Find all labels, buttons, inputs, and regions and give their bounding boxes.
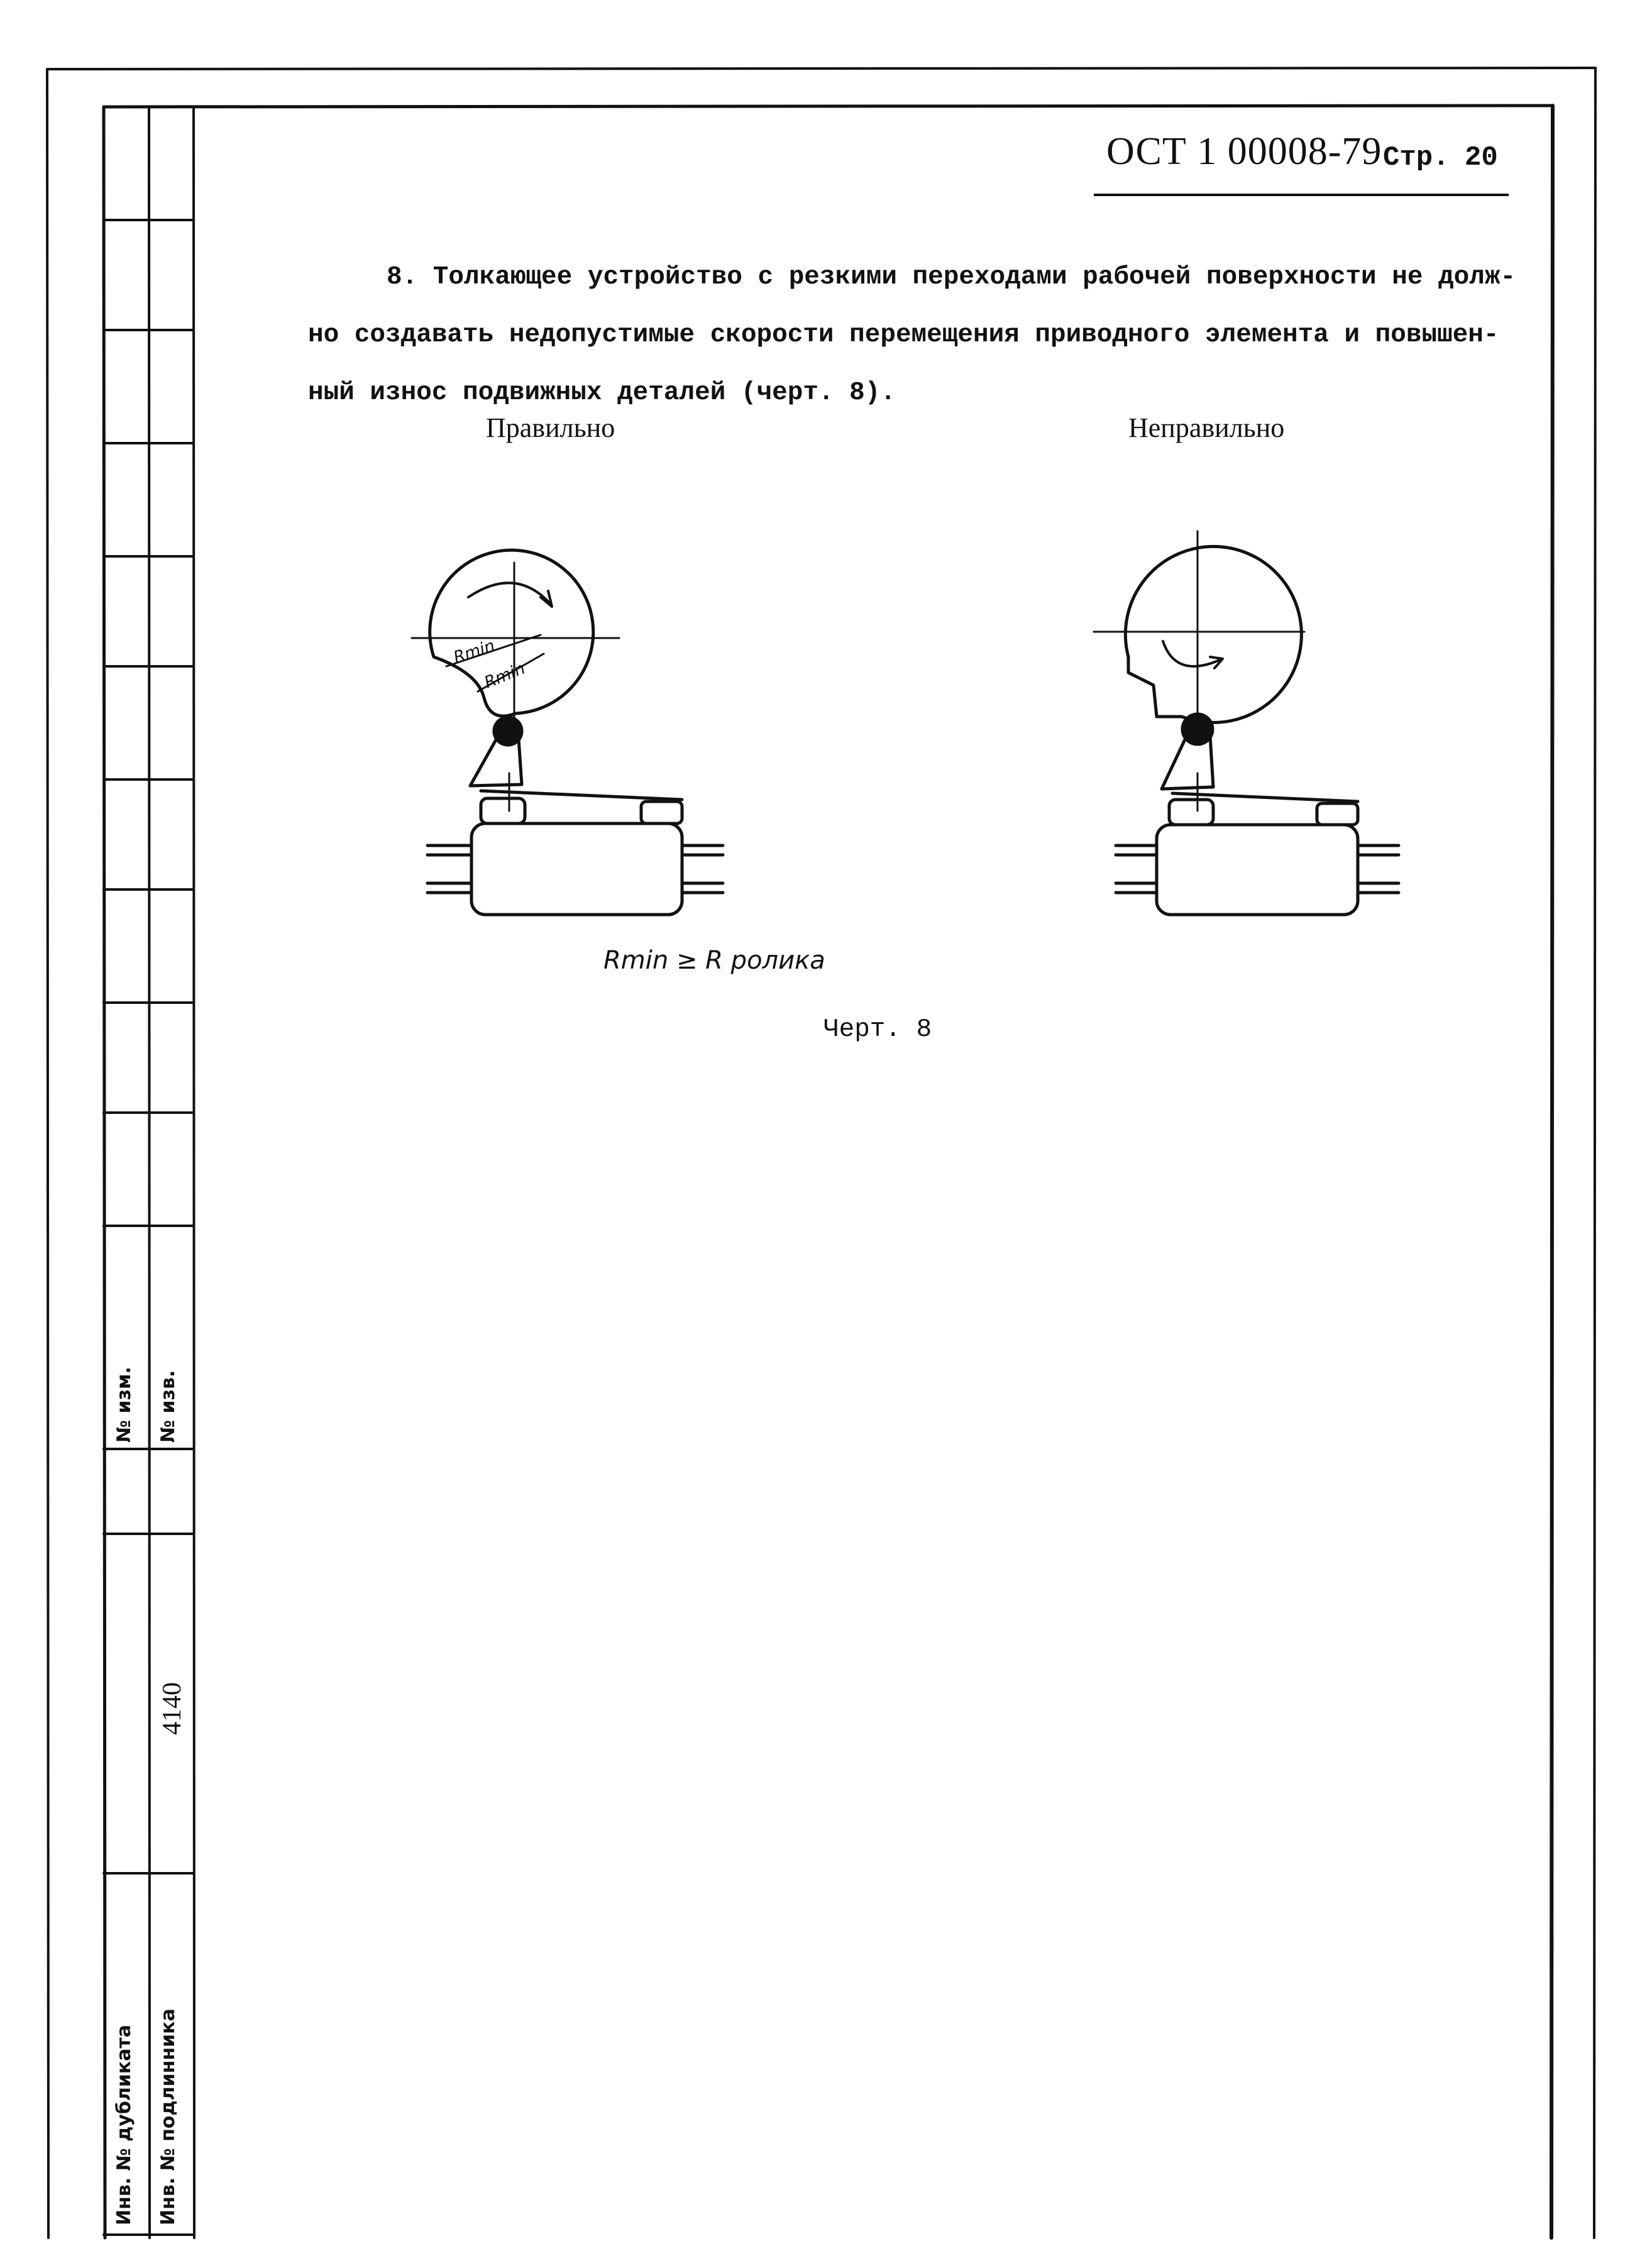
cam-wrong	[1125, 546, 1301, 722]
paragraph-8	[308, 248, 1516, 422]
inner-frame-top	[104, 106, 1553, 107]
sidebar-izm-label: № изм.	[113, 1367, 135, 1443]
sidebar-original-label: Инв. № подлинника	[157, 2008, 179, 2225]
label-correct: Правильно	[486, 412, 615, 443]
paragraph-line: ный износ подвижных деталей (черт. 8).	[308, 378, 896, 407]
cam-correct	[430, 550, 593, 716]
inner-frame-right	[1551, 106, 1553, 2238]
figure-correct	[412, 550, 723, 915]
rmin-labels	[451, 636, 528, 692]
switch-body-wrong	[1157, 825, 1358, 915]
page-number: 20	[1465, 142, 1498, 173]
sidebar-duplicate-label: Инв. № дубликата	[113, 2024, 135, 2225]
sidebar-izv-label: № изв.	[157, 1370, 179, 1443]
inner-frame-left	[104, 107, 105, 2238]
figure-wrong	[1094, 531, 1399, 915]
paragraph-line: 8. Толкающее устройство с резкими переходами рабочей поверхности не долж-	[387, 263, 1516, 292]
rmin-label-2: Rmin	[482, 659, 528, 693]
rotation-arrow-wrong	[1163, 641, 1220, 666]
page-label: Стр.	[1383, 142, 1450, 173]
sidebar-stamp-number: 4140	[158, 1682, 187, 1735]
switch-body-correct	[471, 823, 682, 915]
label-wrong: Неправильно	[1128, 412, 1285, 443]
figure-caption: Черт. 8	[823, 1015, 932, 1044]
sidebar-col-1	[149, 107, 150, 2238]
paragraph-line: но создавать недопустимые скорости перемещения приводного элемента и повышен-	[308, 321, 1499, 350]
document-code: ОСТ 1 00008-79	[1106, 130, 1382, 173]
lever-correct	[470, 739, 522, 786]
outer-frame-top	[47, 68, 1595, 69]
outer-frame-left	[47, 69, 48, 2238]
formula: Rmin ≥ R ролика	[603, 946, 825, 975]
rmin-label-1: Rmin	[451, 636, 497, 668]
outer-frame-right	[1594, 68, 1595, 2238]
rotation-arrow	[468, 583, 550, 603]
page-header	[1094, 118, 1509, 196]
roller-wrong	[1182, 714, 1213, 744]
